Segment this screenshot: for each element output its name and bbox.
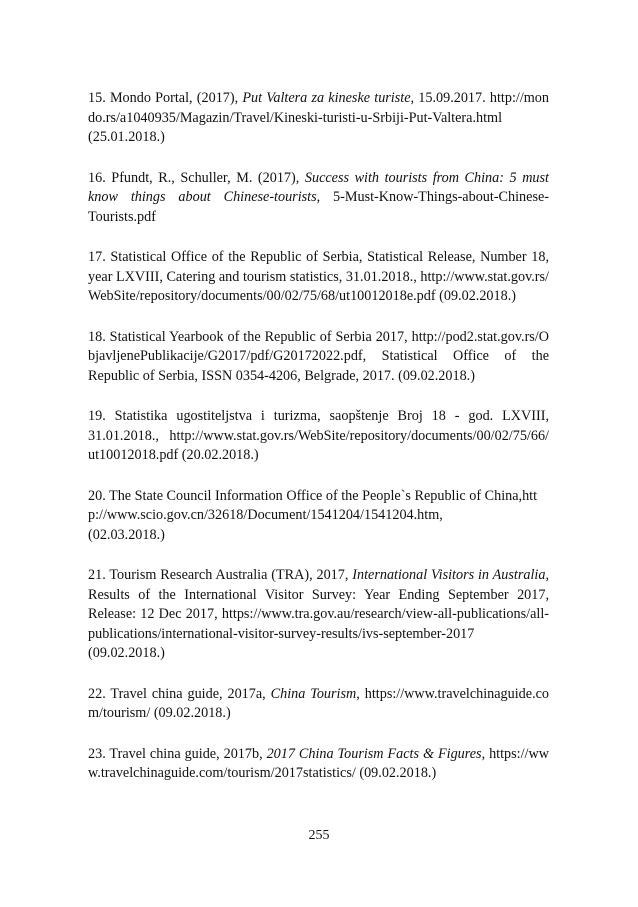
- reference-author: 19. Statistika ugostiteljstva i turizma, saopštenje Broj 18 - god. LXVIII, 31.01.2018.,: [88, 408, 549, 444]
- reference-access-date: Statistical Office of the Republic of Serbia, ISSN 0354-4206, Belgrade, 2017. (09.02.2018.): [88, 348, 549, 384]
- reference-author: 15. Mondo Portal, (2017),: [88, 90, 243, 106]
- reference-url: https://www.tra.gov.au/research/view-all-publications/all-publications/international-visitor-survey-results/ivs-september-2017: [88, 606, 549, 642]
- reference-url: https://www.travelchinaguide.com/tourism/2017statistics/: [88, 745, 549, 781]
- reference-url: http://www.stat.gov.rs/WebSite/repository/documents/00/02/75/68/ut10012018e.pdf: [88, 268, 549, 304]
- reference-details: , Results of the International Visitor Survey: Year Ending September 2017, Release: 12 Dec 2017,: [88, 567, 549, 622]
- reference-title: 2017 China Tourism Facts & Figures: [266, 745, 482, 762]
- reference-author: 16. Pfundt, R., Schuller, M. (2017),: [88, 169, 305, 186]
- reference-author: 20. The State Council Information Office of the People`s Republic of China,: [88, 487, 523, 504]
- reference-22: [88, 685, 549, 724]
- reference-access-date: (02.03.2018.): [88, 526, 165, 543]
- reference-author: 21. Tourism Research Australia (TRA), 2017,: [88, 567, 353, 583]
- reference-21: [88, 566, 549, 664]
- reference-access-date: (09.02.2018.): [435, 288, 516, 304]
- reference-access-date: (09.02.2018.): [355, 765, 437, 781]
- reference-author: 22. Travel china guide, 2017a,: [88, 685, 271, 702]
- reference-details: , 15.09.2017.: [410, 90, 490, 106]
- reference-title: International Visitors in Australia: [352, 567, 546, 583]
- reference-access-date: (25.01.2018.): [88, 129, 165, 145]
- reference-author: 23. Travel china guide, 2017b,: [88, 745, 267, 762]
- reference-url: http://www.stat.gov.rs/WebSite/repository/documents/00/02/75/66/ut10012018.pdf: [88, 427, 549, 463]
- reference-access-date: (09.02.2018.): [88, 645, 165, 661]
- reference-url: http://www.scio.gov.cn/32618/Document/1541204/1541204.htm,: [88, 487, 538, 523]
- reference-19: [88, 407, 549, 466]
- reference-details: ,: [356, 685, 365, 702]
- reference-access-date: (09.02.2018.): [150, 705, 231, 721]
- reference-15: [88, 89, 549, 148]
- reference-18: [88, 328, 549, 387]
- reference-20: [88, 487, 549, 546]
- reference-title: China Tourism: [270, 685, 357, 702]
- reference-title: Put Valtera za kineske turiste: [242, 90, 411, 106]
- reference-author: 18. Statistical Yearbook of the Republic of Serbia 2017,: [88, 328, 412, 345]
- reference-url: http://mondo.rs/a1040935/Magazin/Travel/Kineski-turisti-u-Srbiji-Put-Valtera.html: [88, 90, 549, 126]
- reference-16: [88, 169, 549, 228]
- reference-title: Success with tourists from China: 5 must know things about Chinese-tourists: [88, 169, 549, 205]
- reference-details: ,: [481, 745, 490, 762]
- reference-author: 17. Statistical Office of the Republic of Serbia, Statistical Release, Number 18, year LXVIII, Catering and tourism statistics, 31.01.2018.,: [88, 249, 549, 285]
- reference-17: [88, 248, 549, 307]
- reference-url: http://pod2.stat.gov.rs/ObjavljenePublikacije/G2017/pdf/G20172022.pdf,: [88, 328, 549, 364]
- page-number: 255: [308, 828, 330, 843]
- reference-url: https://www.travelchinaguide.com/tourism/: [88, 685, 550, 721]
- reference-access-date: (20.02.2018.): [178, 447, 259, 463]
- reference-list: [88, 89, 549, 805]
- reference-details: , 5-Must-Know-Things-about-Chinese-Tourists.pdf: [88, 189, 549, 225]
- reference-23: [88, 745, 549, 784]
